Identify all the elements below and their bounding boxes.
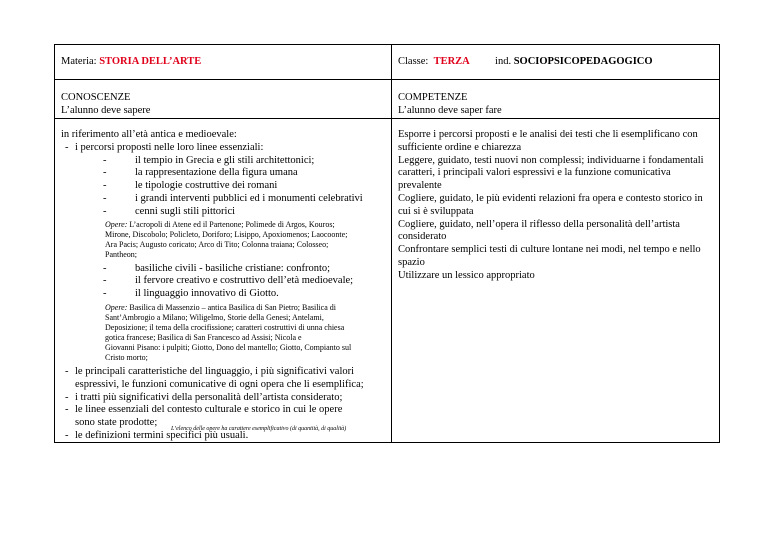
materia-label: Materia: — [61, 56, 97, 67]
list-item: - le linee essenziali del contesto culturale e storico in cui le opere — [65, 404, 343, 416]
header-right-cell — [392, 45, 720, 80]
competenza-line: sufficiente ordine e chiarezza — [398, 141, 522, 153]
opere-label: Opere: — [105, 219, 128, 229]
classe-value: TERZA — [433, 56, 470, 67]
list-item: - il tempio in Grecia e gli stili architettonici; — [103, 154, 315, 166]
list-item: - le principali caratteristiche del linguaggio, i più significativi valori — [65, 365, 355, 377]
competenze-content-cell — [392, 119, 720, 443]
conoscenze-cell — [55, 80, 392, 119]
list-item: - le definizioni termini specifici più usuali. — [65, 429, 249, 441]
conoscenze-content-cell: in riferimento all’età antica e medioevale: - i percorsi proposti nelle loro linee essenziali: - il tempio in Grecia e gli stili architettonici; - la rappresentazione della figura umana - le tipologie costruttive dei romani - i grandi interventi pubblici ed i monumenti celebrativi - cenni sugli stili pittorici Opere: L’acropoli di Atene ed il Partenone; Polimede di Argos, Kouros; Mirone, Discobolo; Policleto, Doriforo; Lisippo, Apoxiomenos; Laocoonte; Ara Pacis; Augusto coricato; Arco di Tito; Colonna traiana; Colosseo; Pantheon; - basiliche civili - basiliche cristiane: confronto; - il fervore creativo e costruttivo dell’età medioevale; - il linguaggio innovativo di Giotto. Opere: Basilica di Massenzio – antica Basilica di San Pietro; Basilica di Sant’Ambrogio a Milano; Wiligelmo, Storie della Genesi; Antelami, Deposizione; il tema della crocifissione; caratteri costruttivi di unna chiesa gotica francese; Basilica di San Francesco ad Assisi; Nicola e Giovanni Pisano: i pulpiti; Giotto, Dono del mantello; Giotto, Compianto sul Cristo morto; - le principali caratteristiche del linguaggio, i più significativi valori espressivi, le funzioni comunicative di ogni opera che li esemplifica; - i tratti più significativi della personalità dell’artista considerato; - le linee essenziali del contesto culturale e storico in cui le opere sono state prodotte; - le definizioni termini specifici più usuali. L’elenco delle opere ha carattere esemplificativo (di quantità, di qualità) — [55, 119, 392, 443]
competenza-line: Cogliere, guidato, nell’opera il riflesso della personalità dell’artista — [398, 218, 680, 230]
footnote: L’elenco delle opere ha carattere esemplificativo (di quantità, di qualità) — [171, 426, 347, 433]
competenza-line: Confrontare semplici testi di culture lontane nei modi, nel tempo e nello — [398, 244, 701, 256]
left-intro: in riferimento all’età antica e medioevale: — [61, 129, 237, 140]
competenza-line: Cogliere, guidato, le più evidenti relazioni fra opera e contesto storico in — [398, 192, 703, 204]
content-row — [55, 119, 720, 443]
classe-label: Classe: — [398, 56, 429, 67]
conoscenze-subtitle: L’alunno deve sapere — [61, 105, 151, 116]
competenza-line: cui si è sviluppata — [398, 205, 474, 217]
section-title-row — [55, 80, 720, 119]
competenza-line: caratteri, i principali valori espressivi e la funzione comunicativa — [398, 167, 671, 179]
header-row — [55, 45, 720, 80]
header-left-cell — [55, 45, 392, 80]
list-item: - i percorsi proposti nelle loro linee essenziali: — [65, 141, 264, 153]
competenza-line: prevalente — [398, 180, 442, 192]
competenza-line: Leggere, guidato, testi nuovi non complessi; individuarne i fondamentali — [398, 154, 704, 166]
list-item: - le tipologie costruttive dei romani — [103, 180, 278, 192]
opere-block-2: Opere: Basilica di Massenzio – antica Basilica di San Pietro; Basilica di Sant’Ambrogio a Milano; Wiligelmo, Storie della Genesi; Antelami, Deposizione; il tema della crocifissione; caratteri costruttivi di unna chiesa gotica francese; Basilica di San Francesco ad Assisi; Nicola e Giovanni Pisano: i pulpiti; Giotto, Dono del mantello; Giotto, Compianto sul Cristo morto; — [105, 302, 352, 362]
list-item: - basiliche civili - basiliche cristiane: confronto; — [103, 262, 331, 274]
competenze-subtitle: L’alunno deve saper fare — [398, 105, 502, 116]
materia-value: STORIA DELL’ARTE — [99, 56, 202, 67]
list-item: - la rappresentazione della figura umana — [103, 167, 298, 179]
competenza-line: considerato — [398, 231, 447, 243]
list-item: - i grandi interventi pubblici ed i monumenti celebrativi — [103, 192, 363, 204]
list-item: - i tratti più significativi della personalità dell’artista considerato; — [65, 391, 343, 403]
competenze-title: COMPETENZE — [398, 92, 468, 103]
ind-label: ind. — [495, 56, 512, 67]
programma-table — [54, 44, 720, 443]
conoscenze-title: CONOSCENZE — [61, 92, 131, 103]
list-item: - cenni sugli stili pittorici — [103, 205, 236, 217]
competenza-line: Utilizzare un lessico appropriato — [398, 269, 535, 281]
competenza-line: Esporre i percorsi proposti e le analisi dei testi che li esemplificano con — [398, 129, 698, 140]
competenze-cell — [392, 80, 720, 119]
opere-label: Opere: — [105, 302, 128, 312]
list-item: - il fervore creativo e costruttivo dell’età medioevale; — [103, 275, 354, 287]
list-item: - il linguaggio innovativo di Giotto. — [103, 288, 279, 300]
ind-value: SOCIOPSICOPEDAGOGICO — [513, 56, 653, 67]
opere-block-1: Opere: L’acropoli di Atene ed il Partenone; Polimede di Argos, Kouros; Mirone, Discobolo; Policleto, Doriforo; Lisippo, Apoxiomenos; Laocoonte; Ara Pacis; Augusto coricato; Arco di Tito; Colonna traiana; Colosseo; Pantheon; — [105, 219, 348, 259]
competenza-line: spazio — [398, 256, 425, 268]
